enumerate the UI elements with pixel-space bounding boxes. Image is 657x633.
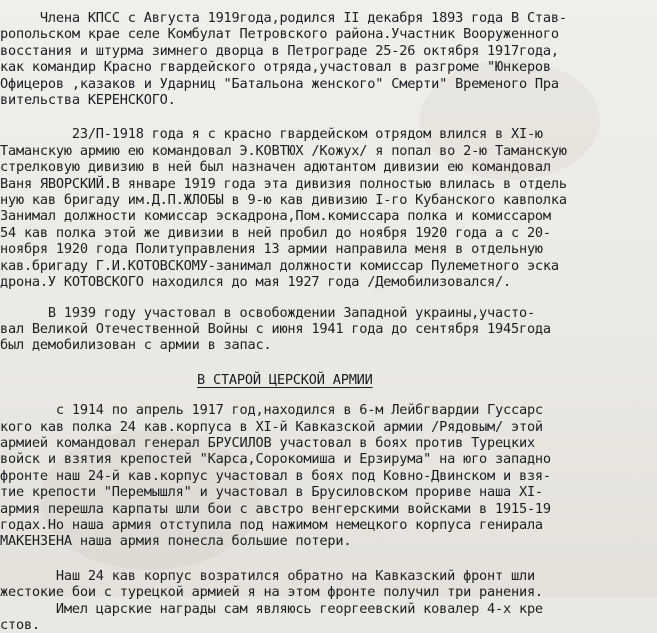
paragraph-gap xyxy=(0,108,657,126)
section-heading: В СТАРОЙ ЦЕРСКОЙ АРМИИ xyxy=(197,371,373,388)
paragraph-gap xyxy=(0,291,657,305)
paragraph-gap xyxy=(0,550,657,568)
text-line: Занимал должности комиссар эскадрона,Пом.комиссара полка и комиссаром xyxy=(0,208,551,225)
text-line: В 1939 году участовал в освобождении Западной украины,участо- xyxy=(0,304,535,321)
document-body xyxy=(0,10,657,633)
paragraph-gap xyxy=(0,388,657,402)
text-line: Офицеров ,казаков и Ударниц "Батальона женского" Смерти" Временого Пра xyxy=(0,75,559,92)
text-line: восстания и штурма зимнего дворца в Петрограде 25-26 октября 1917года, xyxy=(0,42,559,59)
text-line: тие крепости "Перемышля" и участовал в Брусиловском прориве наша XI- xyxy=(0,484,543,501)
text-line: кав.бригаду Г.И.КОТОВСКОМУ-занимал должности комиссар Пулеметного эска xyxy=(0,257,559,274)
paragraph-ww2 xyxy=(0,305,657,354)
paragraph-civil-war xyxy=(0,126,657,290)
paragraph-caucasus-front xyxy=(0,568,657,633)
text-line: кого кав полка 24 кав.корпуса в XI-й Кавказской армии /Рядовым/ этой xyxy=(0,418,543,435)
text-line: Имел царские награды сам являюсь георгеевский ковалер 4-х кре xyxy=(0,600,543,617)
text-line: вительства КЕРЕНСКОГО. xyxy=(0,92,176,109)
text-line: 54 кав полка этой же дивизии в ней пробил до ноября 1920 года а с 20- xyxy=(0,224,551,241)
text-line: 23/П-1918 года я с красно гвардейском отрядом влился в XI-ю xyxy=(0,126,543,143)
text-line: войск и взятия крепостей "Карса,Сорокомиша и Ерзирума" на юго западно xyxy=(0,451,551,468)
text-line: вал Великой Отечественной Войны с июня 1941 года до сентября 1945года xyxy=(0,320,551,337)
text-line: стов. xyxy=(0,617,40,633)
text-line: армией командовал генерал БРУСИЛОВ участовал в боях против Турецких xyxy=(0,434,535,451)
paragraph-gap xyxy=(0,354,657,372)
text-line: дрона.У КОТОВСКОГО находился до мая 1927 года /Демобилизовался/. xyxy=(0,274,511,291)
text-line: Члена КПСС с Августа 1919года,родился II декабря 1893 года В Став- xyxy=(0,10,567,26)
text-line: фронте наш 24-й кав.корпус участовал в боях под Ковно-Двинском и взя- xyxy=(0,467,551,484)
text-line: армия перешла карпаты шли бои с австро венгерскими войсками в 1915-19 xyxy=(0,500,551,517)
text-line: ную кав бригаду им.Д.П.ЖЛОБЫ в 9-ю кав дивизию I-го Кубанского кавполка xyxy=(0,192,567,209)
section-heading-block xyxy=(0,372,657,388)
text-line: стрелковую дивизию в ней был назначен адютантом дивизии ею командовал xyxy=(0,159,551,176)
text-line: ропольском крае селе Комбулат Петровского района.Участник Вооруженного xyxy=(0,26,559,43)
text-line: Наш 24 кав корпус возратился обратно на Кавказский фронт шли xyxy=(0,567,535,584)
paragraph-tsarist-army xyxy=(0,402,657,550)
text-line: жестокие бои с турецкой армией я на этом фронте получил три ранения. xyxy=(0,584,543,601)
text-line: Таманскую армию ею командовал Э.КОВТЮХ /Кожух/ я попал во 2-ю Таманскую xyxy=(0,142,567,159)
text-line: как командир Красно гвардейского отряда,участовал в разгроме "Юнкеров xyxy=(0,59,551,76)
text-line: Ваня ЯВОРСКИЙ.В январе 1919 года эта дивизия полностью влилась в отдель xyxy=(0,175,567,192)
text-line: был демобилизован с армии в запас. xyxy=(0,337,272,354)
text-line: годах.Но наша армия отступила под нажимом немецкого корпуса генирала xyxy=(0,516,543,533)
text-line: с 1914 по апрель 1917 год,находился в 6-м Лейбгвардии Гуссарс xyxy=(0,402,543,419)
text-line: МАКЕНЗЕНА наша армия понесла большие потери. xyxy=(0,533,352,550)
paragraph-biography xyxy=(0,10,657,108)
text-line: ноября 1920 года Политуправления 13 армии направила меня в отдельную xyxy=(0,241,543,258)
